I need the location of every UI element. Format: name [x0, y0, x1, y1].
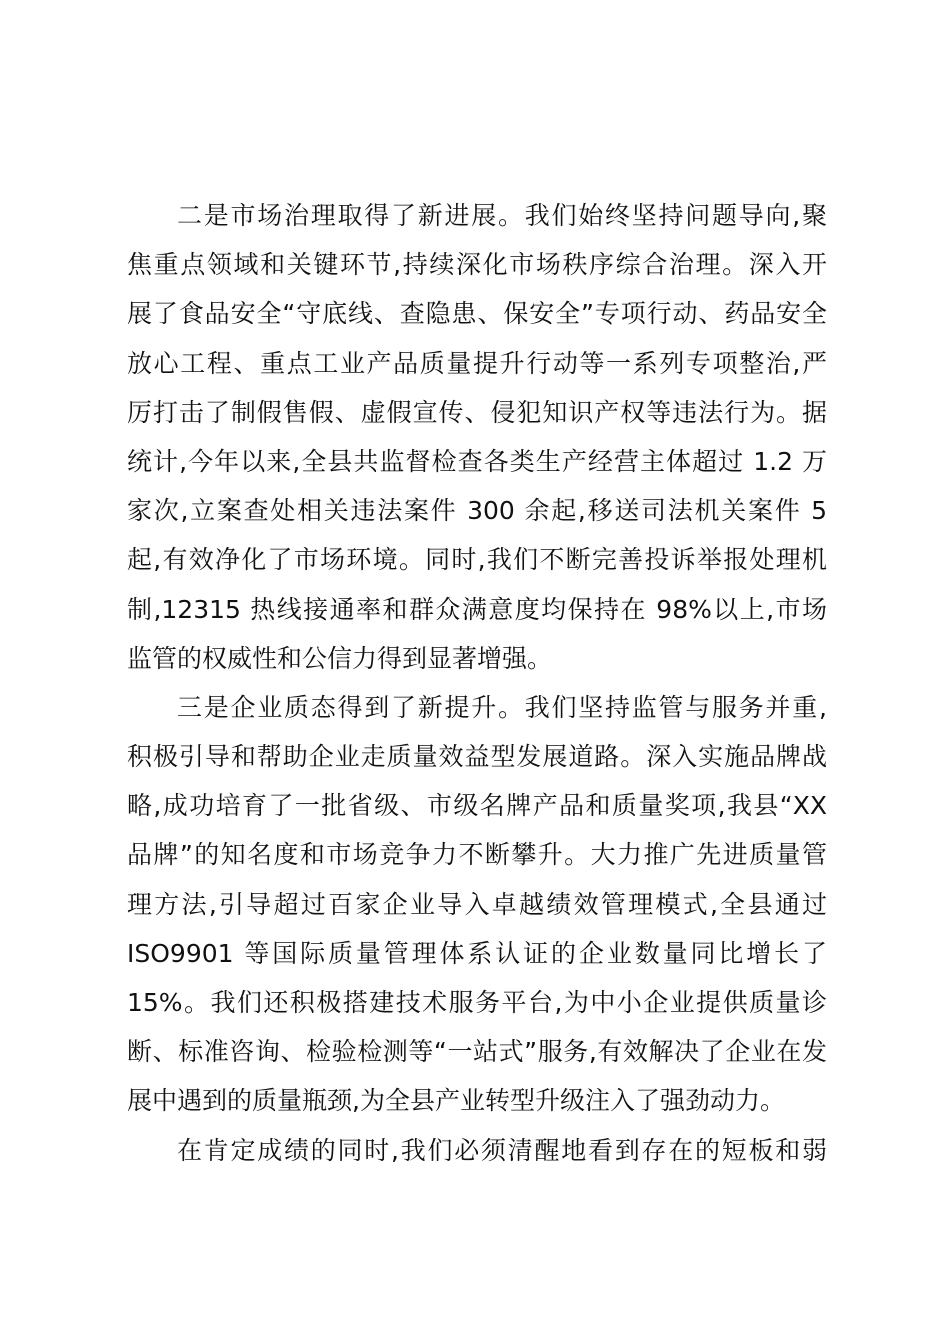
text-line: 焦重点领域和关键环节,持续深化市场秩序综合治理。深入开	[127, 250, 827, 280]
text-line: 家次,立案查处相关违法案件 300 余起,移送司法机关案件 5	[127, 496, 827, 526]
text-line: 厉打击了制假售假、虚假宣传、侵犯知识产权等违法行为。据	[127, 397, 827, 427]
text-line: 放心工程、重点工业产品质量提升行动等一系列专项整治,严	[127, 348, 827, 378]
text-line: 展了食品安全“守底线、查隐患、保安全”专项行动、药品安全	[127, 299, 827, 329]
text-line: 略,成功培育了一批省级、市级名牌产品和质量奖项,我县“XX	[127, 791, 827, 821]
text-line: 二是市场治理取得了新进展。我们始终坚持问题导向,聚	[177, 201, 827, 230]
text-line: 制,12315 热线接通率和群众满意度均保持在 98%以上,市场	[127, 594, 827, 624]
text-line: 起,有效净化了市场环境。同时,我们不断完善投诉举报处理机	[127, 545, 827, 575]
text-line: 展中遇到的质量瓶颈,为全县产业转型升级注入了强劲动力。	[127, 1086, 785, 1116]
paragraph-shortcomings	[127, 1126, 827, 1175]
text-line: 断、标准咨询、检验检测等“一站式”服务,有效解决了企业在发	[127, 1037, 827, 1067]
text-line: 15%。我们还积极搭建技术服务平台,为中小企业提供质量诊	[127, 988, 827, 1017]
paragraph-market-governance	[127, 191, 827, 683]
text-line: 统计,今年以来,全县共监督检查各类生产经营主体超过 1.2 万	[127, 446, 827, 476]
text-line: 积极引导和帮助企业走质量效益型发展道路。深入实施品牌战	[127, 742, 827, 772]
paragraph-enterprise-quality	[127, 683, 827, 1126]
document-body	[127, 191, 827, 1175]
text-line: 监管的权威性和公信力得到显著增强。	[127, 643, 553, 673]
text-line: 在肯定成绩的同时,我们必须清醒地看到存在的短板和弱	[177, 1135, 827, 1165]
text-line: 品牌”的知名度和市场竞争力不断攀升。大力推广先进质量管	[127, 840, 827, 870]
text-line: 理方法,引导超过百家企业导入卓越绩效管理模式,全县通过	[127, 889, 827, 919]
text-line: ISO9901 等国际质量管理体系认证的企业数量同比增长了	[127, 938, 827, 968]
text-line: 三是企业质态得到了新提升。我们坚持监管与服务并重,	[177, 692, 827, 722]
